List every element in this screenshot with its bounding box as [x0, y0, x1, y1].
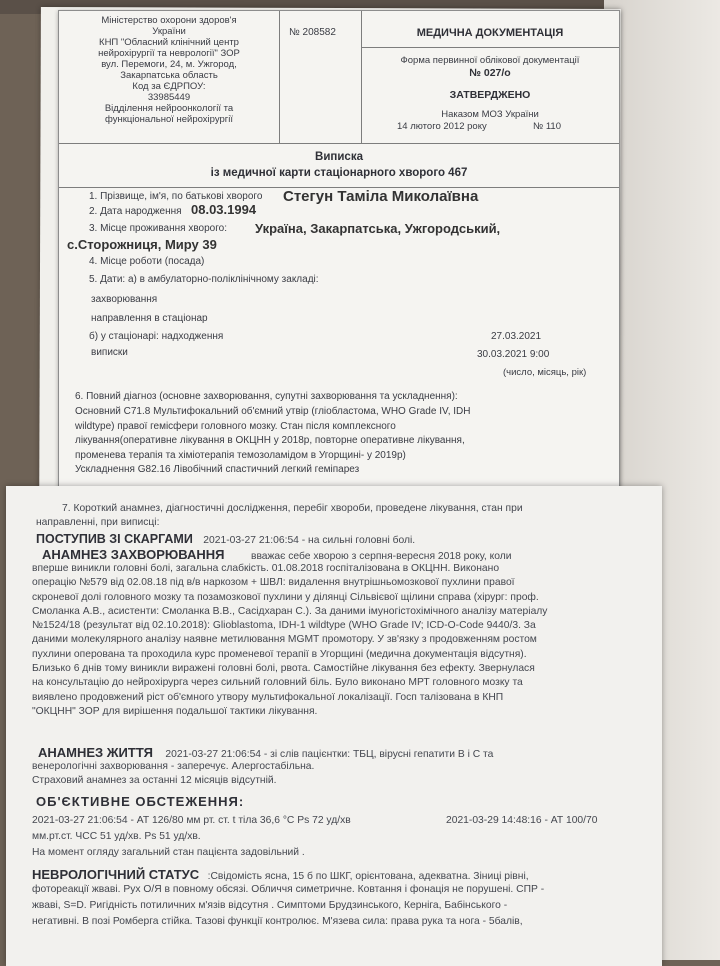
form-label: Форма первинної облікової документації [400, 55, 580, 66]
dates-label: 5. Дати: а) в амбулаторно-поліклінічному закладі: [89, 274, 319, 285]
neuro-status-line: фотореакції жваві. Рух О/Я в повному обсязі. Обличчя симетричне. Ковтання і фонація не порушені. СПР - [32, 884, 545, 895]
institution-line: 33985449 [147, 92, 191, 103]
diagnosis-line: wildtype) правої гемісфери головного мозку. Стан після комплексного [75, 420, 396, 432]
medical-documentation-title: МЕДИЧНА ДОКУМЕНТАЦІЯ [416, 27, 564, 39]
life-history-heading: АНАМНЕЗ ЖИТТЯ [38, 745, 153, 760]
diagnosis-block [75, 405, 471, 478]
discharge-date: 30.03.2021 9:00 [477, 349, 550, 360]
exam-block [32, 830, 305, 861]
anamnesis-line: на консультацію до нейрохірурга через сильний головний біль. Було виконано МРТ головного мозку та [32, 677, 523, 689]
institution-line: КНП "Обласний клінічний центр [99, 37, 239, 48]
address-label: 3. Місце проживання хворого: [89, 223, 227, 234]
header-bottom-line [59, 143, 619, 144]
anamnesis-line: даними молекулярного аналізу наявне метилювання MGMT промотору. У зв'язку з продовженням ростом [32, 634, 537, 646]
anamnesis-heading: АНАМНЕЗ ЗАХВОРЮВАННЯ [42, 547, 225, 562]
address-value-1: Україна, Закарпатська, Ужгородський, [255, 221, 501, 236]
institution-line: Міністерство охорони здоров'я [101, 15, 237, 26]
discharge-summary-page-2 [6, 486, 662, 966]
anamnesis-line: пухлини оперована та проходила курс променевої терапії в Угорщині (медична документація відсутня). [32, 648, 527, 660]
workplace-label: 4. Місце роботи (посада) [89, 256, 205, 267]
history-intro-line-1: 7. Короткий анамнез, діагностичні дослідження, перебіг хвороби, проведене лікування, стан при [62, 503, 523, 514]
complaints-heading: ПОСТУПИВ ЗІ СКАРГАМИ [36, 532, 193, 546]
diagnosis-line: Основний С71.8 Мультифокальний об'ємний утвір (гліобластома, WHO Grade IV, IDH [75, 406, 471, 417]
form-number: № 027/о [469, 67, 511, 79]
document-title: Виписка [315, 151, 363, 163]
institution-line: Код за ЄДРПОУ: [132, 81, 206, 92]
anamnesis-block [32, 562, 547, 719]
neuro-status-line: негативні. В позі Ромберга стійка. Тазові функції контролює. М'язева сила: права рука та нога - 5балів, [32, 916, 523, 927]
institution-line: України [152, 26, 186, 37]
anamnesis-line: вперше виникли головні болі, загальна слабкість. 01.08.2018 госпіталізована в ОКЦНН. Виконано [32, 563, 500, 574]
discharge-label: виписки [91, 347, 128, 358]
order-line-1: Наказом МОЗ України [441, 109, 539, 120]
anamnesis-line: Смоланка А.В., асистенти: Смоланка В.В., Сасідхаран С.). За даними імуногістохімічного аналізу матеріалу [32, 605, 548, 617]
hospital-admission-label: б) у стаціонарі: надходження [89, 331, 224, 342]
admission-date: 27.03.2021 [491, 331, 542, 342]
approved-label: ЗАТВЕРДЖЕНО [449, 89, 531, 101]
history-intro-line-2: направленні, при виписці: [36, 517, 160, 528]
anamnesis-line: №1524/18 (результат від 02.10.2018): Glioblastoma, IDH-1 wildtype (WHO Grade IV; ICD-O-Code 9440/3. За [32, 620, 536, 632]
institution-line: функціональної нейрохірургії [104, 114, 233, 125]
institution-line: Закарпатська область [120, 70, 218, 81]
discharge-summary-page-1 [58, 10, 620, 492]
patient-name-label: 1. Прізвище, ім'я, по батькові хворого [89, 191, 263, 202]
diagnosis-line: променева терапія та хіміотерапія темозоламідом в Угорщині- у 2019р) [75, 449, 406, 461]
anamnesis-line: "ОКЦНН" ЗОР для вирішення подальшої тактики лікування. [32, 705, 318, 717]
institution-block [59, 15, 279, 125]
neuro-status-first-line: :Свідомість ясна, 15 б по ШКГ, орієнтована, адекватна. Зіниці рівні, [207, 871, 529, 882]
neuro-status-block [32, 882, 544, 930]
order-line-2: 14 лютого 2012 року [397, 121, 487, 132]
exam-line-1a: 2021-03-27 21:06:54 - АТ 126/80 мм рт. ст. t тіла 36,6 °C Ps 72 уд/хв [32, 815, 351, 826]
order-number: № 110 [533, 121, 561, 132]
diagnosis-line: лікування(оперативне лікування в ОКЦНН у 2018р, повторне оперативне лікування, [75, 435, 465, 446]
anamnesis-line: скроневої долі головного мозку та позамозкової пухлини у ділянці Сільвієвої щілини справа (хірург: проф. [32, 591, 539, 603]
anamnesis-line: операцію №579 від 02.08.18 під в/в наркозом + ШВЛ: видалення внутрішньомозкової пухлини правої [32, 577, 515, 589]
anamnesis-first-line: вважає себе хворою з серпня-вересня 2018 року, коли [250, 551, 512, 562]
neuro-status-line: жваві, S=D. Ригідність потиличних м'язів відсутня . Симптоми Брудзинського, Керніга, Бабінського - [32, 900, 508, 911]
institution-line: нейрохірургії та неврології" ЗОР [98, 48, 240, 59]
life-history-line: Страховий анамнез за останні 12 місяців відсутній. [32, 775, 277, 787]
disease-label: захворювання [91, 294, 158, 305]
life-history-line: венерологічні захворювання - заперечує. Алергостабільна. [32, 761, 315, 772]
header-divider-3 [361, 47, 619, 48]
date-format-hint: (число, місяць, рік) [503, 367, 587, 378]
referral-label: направлення в стаціонар [91, 313, 208, 324]
diagnosis-label: 6. Повний діагноз (основне захворювання, супутні захворювання та ускладнення): [75, 391, 458, 402]
institution-line: вул. Перемоги, 24, м. Ужгород, [101, 59, 237, 70]
exam-line: мм.рт.ст. ЧСС 51 уд/хв. Ps 51 уд/хв. [32, 831, 201, 842]
anamnesis-line: виявлено продовжений ріст об'ємного утвору мультифокальної локалізації. Госп талізована в КНП [32, 691, 504, 703]
patient-name-value: Стегун Таміла Миколаївна [283, 188, 479, 205]
complaints-text: 2021-03-27 21:06:54 - на сильні головні болі. [203, 535, 416, 546]
neuro-status-heading: НЕВРОЛОГІЧНИЙ СТАТУС [32, 867, 200, 882]
header-divider-1 [279, 11, 280, 143]
objective-exam-heading: ОБ'ЄКТИВНЕ ОБСТЕЖЕННЯ: [36, 794, 245, 809]
birth-date-value: 08.03.1994 [191, 202, 257, 217]
birth-date-label: 2. Дата народження [89, 206, 182, 217]
document-subtitle: із медичної карти стаціонарного хворого 467 [210, 167, 468, 179]
exam-line-1b: 2021-03-29 14:48:16 - АТ 100/70 [446, 815, 598, 826]
anamnesis-line: Близько 6 днів тому виникли виражені головні болі, рвота. Самостійне лікування без ефекту. Звернулася [32, 663, 535, 675]
exam-line: На момент огляду загальний стан пацієнта задовільний . [32, 847, 305, 859]
diagnosis-line: Ускладнення G82.16 Лівобічний спастичний легкий геміпарез [75, 464, 360, 475]
life-history-first-line: 2021-03-27 21:06:54 - зі слів пацієнтки: ТБЦ, вірусні гепатити В і С та [165, 749, 494, 760]
life-history-block [32, 760, 314, 789]
address-value-2: с.Сторожниця, Миру 39 [67, 237, 217, 252]
document-number: № 208582 [289, 27, 336, 38]
institution-line: Відділення нейроонкології та [104, 103, 234, 114]
